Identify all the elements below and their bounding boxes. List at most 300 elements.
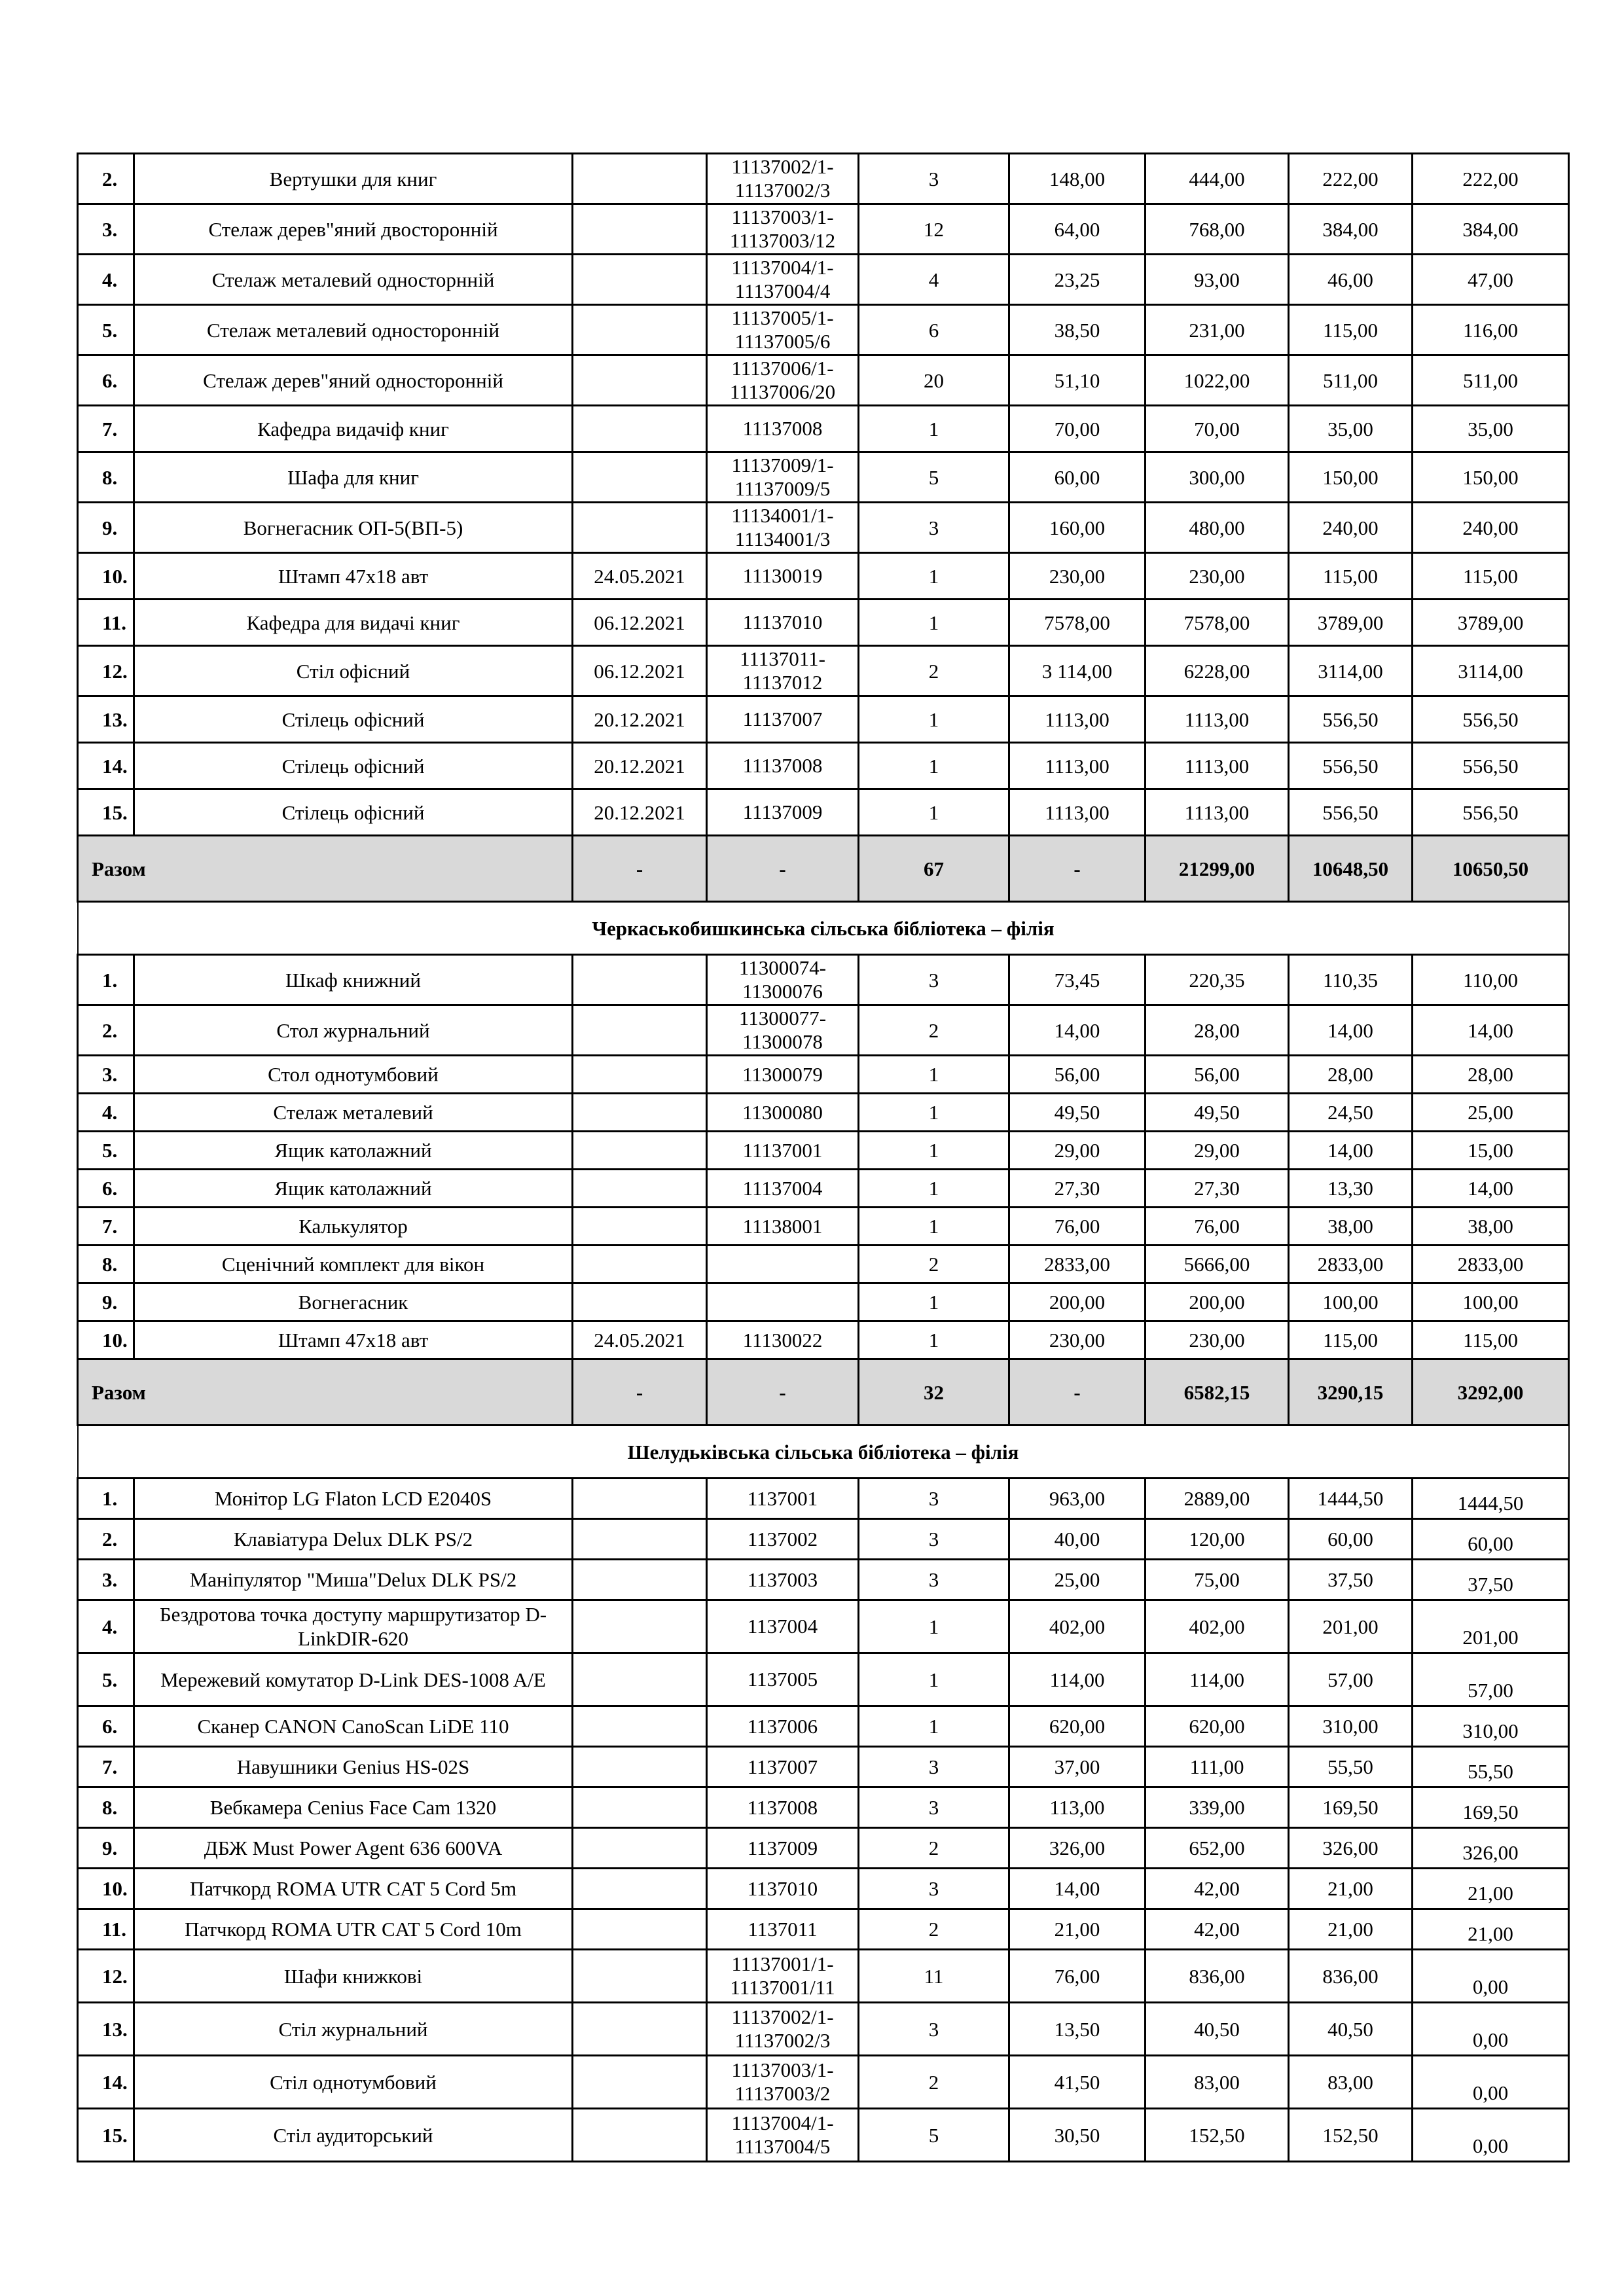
total-sum: 1113,00 bbox=[1146, 696, 1289, 743]
unit-price: 1113,00 bbox=[1009, 743, 1146, 789]
total-sum: 230,00 bbox=[1146, 1321, 1289, 1359]
quantity: 3 bbox=[859, 1747, 1009, 1787]
depreciation: 21,00 bbox=[1289, 1909, 1413, 1950]
inventory-number bbox=[707, 1950, 859, 2003]
acquisition-date bbox=[573, 1828, 707, 1869]
inventory-number-line: 11137003/12 bbox=[729, 229, 836, 252]
inventory-number-line: 11137011- bbox=[740, 647, 825, 670]
depreciation: 38,00 bbox=[1289, 1208, 1413, 1246]
depreciation: 46,00 bbox=[1289, 255, 1413, 305]
row-number: 9. bbox=[78, 1283, 134, 1321]
acquisition-date bbox=[573, 1246, 707, 1283]
inventory-number-line: 11134001/3 bbox=[734, 528, 831, 550]
row-number: 2. bbox=[78, 1519, 134, 1560]
table-row bbox=[78, 1094, 1569, 1132]
table-row bbox=[78, 1519, 1569, 1560]
total-sum: 220,35 bbox=[1146, 955, 1289, 1005]
inventory-page bbox=[77, 152, 1568, 2162]
quantity: 1 bbox=[859, 1132, 1009, 1170]
row-number: 8. bbox=[78, 1246, 134, 1283]
total-sum: 652,00 bbox=[1146, 1828, 1289, 1869]
row-number: 5. bbox=[78, 305, 134, 355]
quantity: 1 bbox=[859, 743, 1009, 789]
row-number: 6. bbox=[78, 1170, 134, 1208]
acquisition-date bbox=[573, 355, 707, 406]
total-residual: 3292,00 bbox=[1413, 1359, 1569, 1426]
inventory-number-line: 11137003/2 bbox=[734, 2082, 831, 2105]
depreciation: 384,00 bbox=[1289, 204, 1413, 255]
quantity: 1 bbox=[859, 1208, 1009, 1246]
item-name: Монітор LG Flaton LCD E2040S bbox=[134, 1479, 573, 1519]
inventory-number-line: 1137005 bbox=[747, 1668, 818, 1691]
total-sum: 29,00 bbox=[1146, 1132, 1289, 1170]
depreciation: 14,00 bbox=[1289, 1005, 1413, 1056]
row-number: 3. bbox=[78, 1560, 134, 1600]
table-row bbox=[78, 204, 1569, 255]
table-row bbox=[78, 553, 1569, 600]
acquisition-date bbox=[573, 204, 707, 255]
inventory-number bbox=[707, 1208, 859, 1246]
quantity: 3 bbox=[859, 1869, 1009, 1909]
table-row bbox=[78, 452, 1569, 503]
row-number: 15. bbox=[78, 789, 134, 836]
inventory-number-line: 11137004/1- bbox=[731, 256, 834, 279]
acquisition-date bbox=[573, 2056, 707, 2109]
depreciation: 55,50 bbox=[1289, 1747, 1413, 1787]
table-row bbox=[78, 955, 1569, 1005]
table-row bbox=[78, 2056, 1569, 2109]
inventory-number-line: 1137010 bbox=[747, 1876, 818, 1900]
quantity: 1 bbox=[859, 600, 1009, 646]
table-row bbox=[78, 1170, 1569, 1208]
unit-price: 230,00 bbox=[1009, 553, 1146, 600]
inventory-number-line: 1137006 bbox=[747, 1714, 818, 1738]
unit-price: 38,50 bbox=[1009, 305, 1146, 355]
depreciation: 35,00 bbox=[1289, 406, 1413, 452]
inventory-number bbox=[707, 1828, 859, 1869]
total-sum: 1022,00 bbox=[1146, 355, 1289, 406]
depreciation: 150,00 bbox=[1289, 452, 1413, 503]
unit-price: 51,10 bbox=[1009, 355, 1146, 406]
inventory-number-line: 11137005/6 bbox=[734, 330, 831, 353]
residual-value: 556,50 bbox=[1413, 696, 1569, 743]
table-row bbox=[78, 1283, 1569, 1321]
item-name: Маніпулятор "Миша"Delux DLK PS/2 bbox=[134, 1560, 573, 1600]
unit-price: 56,00 bbox=[1009, 1056, 1146, 1094]
total-sum: 21299,00 bbox=[1146, 836, 1289, 902]
row-number: 14. bbox=[78, 2056, 134, 2109]
residual-value: 110,00 bbox=[1413, 955, 1569, 1005]
total-sum: 339,00 bbox=[1146, 1787, 1289, 1828]
inventory-number-line: 11137008 bbox=[742, 417, 823, 440]
row-number: 1. bbox=[78, 955, 134, 1005]
row-number: 12. bbox=[78, 1950, 134, 2003]
unit-price: 2833,00 bbox=[1009, 1246, 1146, 1283]
inventory-number-line: 11138001 bbox=[742, 1214, 823, 1238]
acquisition-date bbox=[573, 503, 707, 553]
total-sum: 28,00 bbox=[1146, 1005, 1289, 1056]
inventory-number bbox=[707, 1560, 859, 1600]
unit-price: 963,00 bbox=[1009, 1479, 1146, 1519]
total-sum: 1113,00 bbox=[1146, 789, 1289, 836]
acquisition-date bbox=[573, 305, 707, 355]
quantity: 1 bbox=[859, 1094, 1009, 1132]
depreciation: 511,00 bbox=[1289, 355, 1413, 406]
row-number: 12. bbox=[78, 646, 134, 696]
table-row bbox=[78, 1653, 1569, 1706]
unit-price: 230,00 bbox=[1009, 1321, 1146, 1359]
inventory-number bbox=[707, 955, 859, 1005]
depreciation: 3789,00 bbox=[1289, 600, 1413, 646]
inventory-number bbox=[707, 1479, 859, 1519]
table-row bbox=[78, 503, 1569, 553]
acquisition-date: 06.12.2021 bbox=[573, 646, 707, 696]
total-sum: 7578,00 bbox=[1146, 600, 1289, 646]
table-row bbox=[78, 305, 1569, 355]
item-name: Сценічний комплект для вікон bbox=[134, 1246, 573, 1283]
acquisition-date bbox=[573, 1519, 707, 1560]
inventory-number-line: 1137009 bbox=[747, 1836, 818, 1859]
residual-value: 326,00 bbox=[1413, 1828, 1569, 1869]
quantity: 1 bbox=[859, 406, 1009, 452]
row-number: 8. bbox=[78, 452, 134, 503]
total-sum: 1113,00 bbox=[1146, 743, 1289, 789]
quantity: 3 bbox=[859, 154, 1009, 204]
acquisition-date bbox=[573, 1005, 707, 1056]
inventory-number bbox=[707, 305, 859, 355]
residual-value: 3789,00 bbox=[1413, 600, 1569, 646]
item-name: Штамп 47х18 авт bbox=[134, 553, 573, 600]
inventory-number bbox=[707, 255, 859, 305]
row-number: 4. bbox=[78, 255, 134, 305]
table-row bbox=[78, 1787, 1569, 1828]
acquisition-date bbox=[573, 406, 707, 452]
table-row bbox=[78, 1747, 1569, 1787]
depreciation: 556,50 bbox=[1289, 789, 1413, 836]
unit-price: 1113,00 bbox=[1009, 696, 1146, 743]
total-sum: 5666,00 bbox=[1146, 1246, 1289, 1283]
acquisition-date bbox=[573, 955, 707, 1005]
item-name: Стілець офісний bbox=[134, 789, 573, 836]
row-number: 10. bbox=[78, 1869, 134, 1909]
row-number: 7. bbox=[78, 1208, 134, 1246]
acquisition-date bbox=[573, 154, 707, 204]
item-name: ДБЖ Must Power Agent 636 600VA bbox=[134, 1828, 573, 1869]
row-number: 13. bbox=[78, 696, 134, 743]
depreciation: 28,00 bbox=[1289, 1056, 1413, 1094]
table-row bbox=[78, 154, 1569, 204]
quantity: 4 bbox=[859, 255, 1009, 305]
depreciation: 556,50 bbox=[1289, 696, 1413, 743]
inventory-number bbox=[707, 2056, 859, 2109]
inventory-table bbox=[77, 152, 1570, 2162]
total-quantity: 67 bbox=[859, 836, 1009, 902]
inventory-number bbox=[707, 452, 859, 503]
total-sum: 768,00 bbox=[1146, 204, 1289, 255]
acquisition-date bbox=[573, 1706, 707, 1747]
residual-value: 25,00 bbox=[1413, 1094, 1569, 1132]
inventory-number bbox=[707, 1283, 859, 1321]
item-name: Кафедра видачіф книг bbox=[134, 406, 573, 452]
inventory-number bbox=[707, 204, 859, 255]
depreciation: 100,00 bbox=[1289, 1283, 1413, 1321]
residual-value: 47,00 bbox=[1413, 255, 1569, 305]
residual-value: 21,00 bbox=[1413, 1909, 1569, 1950]
residual-value: 35,00 bbox=[1413, 406, 1569, 452]
unit-price: 14,00 bbox=[1009, 1005, 1146, 1056]
acquisition-date bbox=[573, 1056, 707, 1094]
inventory-number bbox=[707, 553, 859, 600]
residual-value: 0,00 bbox=[1413, 2056, 1569, 2109]
depreciation: 60,00 bbox=[1289, 1519, 1413, 1560]
item-name: Сканер CANON CanoScan LiDE 110 bbox=[134, 1706, 573, 1747]
inventory-number-line: 11300079 bbox=[742, 1062, 823, 1086]
residual-value: 116,00 bbox=[1413, 305, 1569, 355]
inventory-number-line: 11134001/1- bbox=[731, 504, 834, 527]
total-sum: 152,50 bbox=[1146, 2109, 1289, 2162]
quantity: 3 bbox=[859, 1519, 1009, 1560]
quantity: 1 bbox=[859, 696, 1009, 743]
row-number: 3. bbox=[78, 1056, 134, 1094]
total-sum: 230,00 bbox=[1146, 553, 1289, 600]
inventory-number-line: 11130022 bbox=[742, 1328, 823, 1352]
residual-value: 3114,00 bbox=[1413, 646, 1569, 696]
acquisition-date bbox=[573, 1208, 707, 1246]
inventory-number bbox=[707, 1094, 859, 1132]
row-number: 3. bbox=[78, 204, 134, 255]
table-row bbox=[78, 1132, 1569, 1170]
inventory-number bbox=[707, 2109, 859, 2162]
total-sum: 300,00 bbox=[1146, 452, 1289, 503]
quantity: 5 bbox=[859, 2109, 1009, 2162]
depreciation: 115,00 bbox=[1289, 1321, 1413, 1359]
quantity: 3 bbox=[859, 2003, 1009, 2056]
total-sum: 93,00 bbox=[1146, 255, 1289, 305]
quantity: 11 bbox=[859, 1950, 1009, 2003]
residual-value: 0,00 bbox=[1413, 1950, 1569, 2003]
inventory-number-line: 11137012 bbox=[742, 671, 823, 694]
quantity: 5 bbox=[859, 452, 1009, 503]
total-depreciation: 10648,50 bbox=[1289, 836, 1413, 902]
item-name: Стелаж металевий односторонній bbox=[134, 305, 573, 355]
inventory-number bbox=[707, 600, 859, 646]
item-name: Стелаж дерев"яний односторонній bbox=[134, 355, 573, 406]
table-row bbox=[78, 1909, 1569, 1950]
residual-value: 0,00 bbox=[1413, 2109, 1569, 2162]
table-row bbox=[78, 646, 1569, 696]
unit-price: 3 114,00 bbox=[1009, 646, 1146, 696]
total-row bbox=[78, 1359, 1569, 1426]
unit-price: 30,50 bbox=[1009, 2109, 1146, 2162]
acquisition-date bbox=[573, 255, 707, 305]
inventory-number bbox=[707, 789, 859, 836]
acquisition-date bbox=[573, 1094, 707, 1132]
acquisition-date bbox=[573, 1909, 707, 1950]
quantity: 1 bbox=[859, 1653, 1009, 1706]
quantity: 1 bbox=[859, 1170, 1009, 1208]
row-number: 14. bbox=[78, 743, 134, 789]
inventory-number bbox=[707, 1909, 859, 1950]
row-number: 10. bbox=[78, 1321, 134, 1359]
inventory-number-line: 1137004 bbox=[747, 1615, 818, 1638]
inventory-number bbox=[707, 1653, 859, 1706]
total-sum: 120,00 bbox=[1146, 1519, 1289, 1560]
quantity: 1 bbox=[859, 1706, 1009, 1747]
row-number: 15. bbox=[78, 2109, 134, 2162]
unit-price: 160,00 bbox=[1009, 503, 1146, 553]
table-row bbox=[78, 1950, 1569, 2003]
depreciation: 169,50 bbox=[1289, 1787, 1413, 1828]
item-name: Шкаф книжний bbox=[134, 955, 573, 1005]
inventory-number bbox=[707, 1321, 859, 1359]
total-sum: 2889,00 bbox=[1146, 1479, 1289, 1519]
unit-price: 37,00 bbox=[1009, 1747, 1146, 1787]
acquisition-date: 20.12.2021 bbox=[573, 696, 707, 743]
total-sum: 200,00 bbox=[1146, 1283, 1289, 1321]
quantity: 1 bbox=[859, 1600, 1009, 1653]
residual-value: 14,00 bbox=[1413, 1005, 1569, 1056]
unit-price: 7578,00 bbox=[1009, 600, 1146, 646]
row-number: 4. bbox=[78, 1600, 134, 1653]
item-name: Ящик католажний bbox=[134, 1170, 573, 1208]
item-name: Стелаж металевий bbox=[134, 1094, 573, 1132]
inventory-number bbox=[707, 355, 859, 406]
section-header-row bbox=[78, 902, 1569, 955]
quantity: 20 bbox=[859, 355, 1009, 406]
inventory-number-line: 11137003/1- bbox=[731, 206, 834, 228]
unit-price: 200,00 bbox=[1009, 1283, 1146, 1321]
inventory-number-line: 11137004 bbox=[742, 1176, 823, 1200]
depreciation: 3114,00 bbox=[1289, 646, 1413, 696]
inventory-number bbox=[707, 1787, 859, 1828]
depreciation: 40,50 bbox=[1289, 2003, 1413, 2056]
acquisition-date bbox=[573, 2003, 707, 2056]
residual-value: 57,00 bbox=[1413, 1653, 1569, 1706]
row-number: 2. bbox=[78, 1005, 134, 1056]
residual-value: 15,00 bbox=[1413, 1132, 1569, 1170]
inventory-number bbox=[707, 1056, 859, 1094]
residual-value: 115,00 bbox=[1413, 553, 1569, 600]
depreciation: 222,00 bbox=[1289, 154, 1413, 204]
acquisition-date bbox=[573, 1950, 707, 2003]
table-row bbox=[78, 600, 1569, 646]
table-row bbox=[78, 1246, 1569, 1283]
depreciation: 13,30 bbox=[1289, 1170, 1413, 1208]
quantity: 2 bbox=[859, 646, 1009, 696]
item-name: Калькулятор bbox=[134, 1208, 573, 1246]
row-number: 7. bbox=[78, 1747, 134, 1787]
acquisition-date bbox=[573, 1787, 707, 1828]
inventory-number-line: 11137002/1- bbox=[731, 155, 834, 178]
inventory-number-line: 11137009 bbox=[742, 800, 823, 823]
unit-price: 21,00 bbox=[1009, 1909, 1146, 1950]
item-name: Стіл офісний bbox=[134, 646, 573, 696]
residual-value: 511,00 bbox=[1413, 355, 1569, 406]
inventory-number-line: 1137003 bbox=[747, 1568, 818, 1591]
acquisition-date: 24.05.2021 bbox=[573, 553, 707, 600]
unit-price: 620,00 bbox=[1009, 1706, 1146, 1747]
row-number: 5. bbox=[78, 1653, 134, 1706]
inventory-number-line: 11137010 bbox=[742, 611, 823, 634]
inventory-number-line: 11300077- bbox=[738, 1007, 827, 1030]
table-row bbox=[78, 1479, 1569, 1519]
item-name: Стілець офісний bbox=[134, 696, 573, 743]
item-name: Мережевий комутатор D-Link DES-1008 A/E bbox=[134, 1653, 573, 1706]
inventory-number bbox=[707, 2003, 859, 2056]
residual-value: 28,00 bbox=[1413, 1056, 1569, 1094]
inventory-number bbox=[707, 1132, 859, 1170]
inventory-number bbox=[707, 696, 859, 743]
unit-price: 70,00 bbox=[1009, 406, 1146, 452]
residual-value: 2833,00 bbox=[1413, 1246, 1569, 1283]
inventory-number bbox=[707, 154, 859, 204]
quantity: 3 bbox=[859, 503, 1009, 553]
table-row bbox=[78, 1560, 1569, 1600]
table-row bbox=[78, 1321, 1569, 1359]
table-row bbox=[78, 1208, 1569, 1246]
inventory-number bbox=[707, 503, 859, 553]
section-header-row bbox=[78, 1426, 1569, 1479]
section-title: Черкаськобишкинська сільська бібліотека – філія bbox=[78, 902, 1569, 955]
total-sum: 114,00 bbox=[1146, 1653, 1289, 1706]
total-price: - bbox=[1009, 836, 1146, 902]
table-row bbox=[78, 1706, 1569, 1747]
residual-value: 240,00 bbox=[1413, 503, 1569, 553]
unit-price: 76,00 bbox=[1009, 1208, 1146, 1246]
unit-price: 25,00 bbox=[1009, 1560, 1146, 1600]
residual-value: 310,00 bbox=[1413, 1706, 1569, 1747]
row-number: 6. bbox=[78, 355, 134, 406]
item-name: Стіл аудиторський bbox=[134, 2109, 573, 2162]
depreciation: 57,00 bbox=[1289, 1653, 1413, 1706]
unit-price: 326,00 bbox=[1009, 1828, 1146, 1869]
total-price: - bbox=[1009, 1359, 1146, 1426]
depreciation: 240,00 bbox=[1289, 503, 1413, 553]
item-name: Бездротова точка доступу маршрутизатор D-LinkDIR-620 bbox=[134, 1600, 573, 1653]
residual-value: 37,50 bbox=[1413, 1560, 1569, 1600]
inventory-number-line: 11300080 bbox=[742, 1100, 823, 1124]
row-number: 5. bbox=[78, 1132, 134, 1170]
unit-price: 27,30 bbox=[1009, 1170, 1146, 1208]
row-number: 6. bbox=[78, 1706, 134, 1747]
acquisition-date: 24.05.2021 bbox=[573, 1321, 707, 1359]
quantity: 1 bbox=[859, 553, 1009, 600]
total-label: Разом bbox=[78, 1359, 573, 1426]
unit-price: 114,00 bbox=[1009, 1653, 1146, 1706]
acquisition-date bbox=[573, 452, 707, 503]
table-row bbox=[78, 255, 1569, 305]
total-row bbox=[78, 836, 1569, 902]
quantity: 3 bbox=[859, 1560, 1009, 1600]
total-sum: 480,00 bbox=[1146, 503, 1289, 553]
total-sum: 444,00 bbox=[1146, 154, 1289, 204]
total-sum: 6582,15 bbox=[1146, 1359, 1289, 1426]
total-sum: 40,50 bbox=[1146, 2003, 1289, 2056]
acquisition-date bbox=[573, 1283, 707, 1321]
total-inventory: - bbox=[707, 1359, 859, 1426]
item-name: Стелаж металевий односторнній bbox=[134, 255, 573, 305]
table-row bbox=[78, 1056, 1569, 1094]
table-row bbox=[78, 406, 1569, 452]
residual-value: 60,00 bbox=[1413, 1519, 1569, 1560]
row-number: 4. bbox=[78, 1094, 134, 1132]
inventory-number bbox=[707, 1706, 859, 1747]
table-row bbox=[78, 696, 1569, 743]
quantity: 2 bbox=[859, 1828, 1009, 1869]
table-row bbox=[78, 743, 1569, 789]
table-row bbox=[78, 1828, 1569, 1869]
total-sum: 42,00 bbox=[1146, 1869, 1289, 1909]
